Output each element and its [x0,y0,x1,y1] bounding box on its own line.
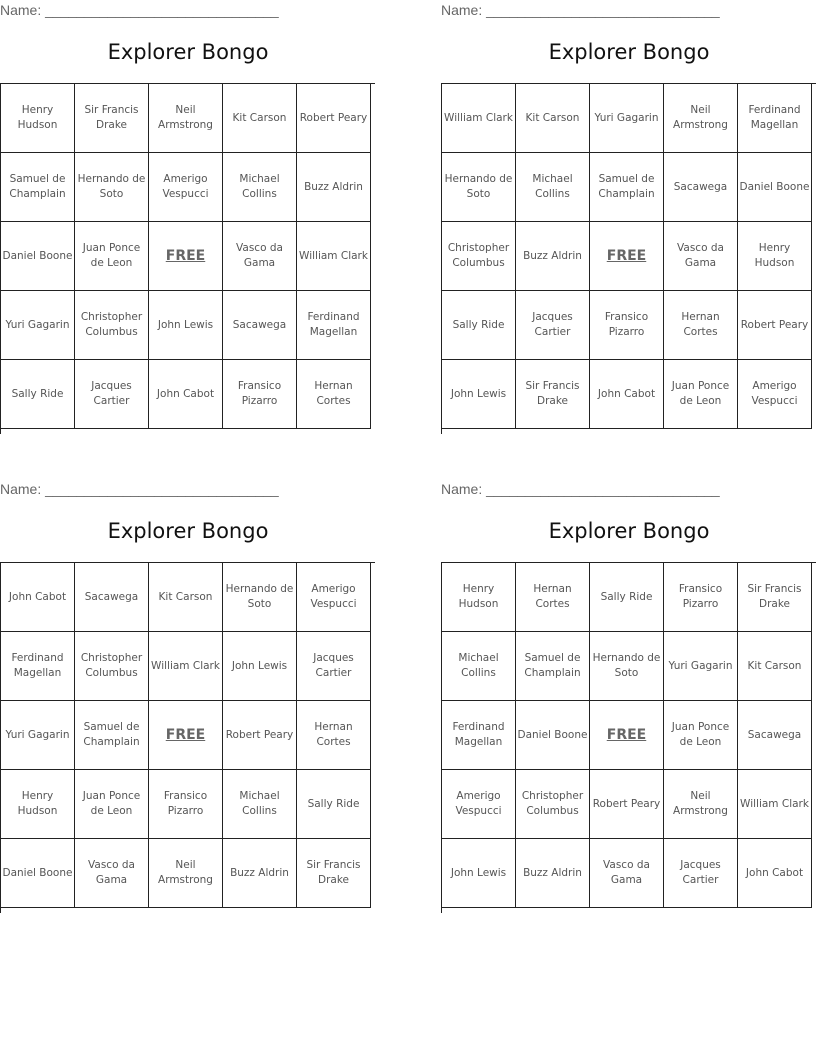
free-space: FREE [149,222,223,291]
bingo-cell: Daniel Boone [1,222,75,291]
bingo-grid [441,83,816,434]
bingo-card-2 [441,0,816,434]
bingo-cell: Fransico Pizarro [664,563,738,632]
bingo-cell: Ferdinand Magellan [442,701,516,770]
bingo-cell: Juan Ponce de Leon [75,222,149,291]
bingo-cell: Robert Peary [297,84,371,153]
bingo-cell: Samuel de Champlain [1,153,75,222]
bingo-cell: Robert Peary [738,291,812,360]
bingo-cell: Yuri Gagarin [590,84,664,153]
bingo-cell: William Clark [442,84,516,153]
bingo-cell: Juan Ponce de Leon [664,360,738,429]
bingo-cell: Sally Ride [590,563,664,632]
bingo-cell: Christopher Columbus [516,770,590,839]
bingo-cell: William Clark [297,222,371,291]
card-title: Explorer Bongo [548,40,710,64]
free-space: FREE [149,701,223,770]
name-line: Name: ______________________________ [0,481,279,497]
card-title: Explorer Bongo [107,40,269,64]
bingo-cell: Ferdinand Magellan [1,632,75,701]
bingo-cell: John Lewis [442,360,516,429]
bingo-cell: Kit Carson [149,563,223,632]
bingo-grid [0,562,375,913]
bingo-cell: Hernan Cortes [516,563,590,632]
bingo-cell: Sir Francis Drake [516,360,590,429]
bingo-cell: Michael Collins [516,153,590,222]
bingo-cell: Neil Armstrong [664,770,738,839]
bingo-cell: Fransico Pizarro [149,770,223,839]
bingo-cell: Kit Carson [516,84,590,153]
bingo-cell: Michael Collins [223,153,297,222]
bingo-cell: Vasco da Gama [590,839,664,908]
bingo-cell: Yuri Gagarin [1,291,75,360]
bingo-cell: Neil Armstrong [149,84,223,153]
bingo-cell: Michael Collins [442,632,516,701]
bingo-cell: Sir Francis Drake [297,839,371,908]
bingo-cell: Hernan Cortes [664,291,738,360]
bingo-cell: Sacawega [738,701,812,770]
bingo-grid [441,562,816,913]
bingo-card-4 [441,479,816,913]
bingo-cell: Vasco da Gama [75,839,149,908]
bingo-cell: John Cabot [590,360,664,429]
bingo-cell: Samuel de Champlain [590,153,664,222]
bingo-cell: John Lewis [223,632,297,701]
card-title: Explorer Bongo [548,519,710,543]
bingo-cell: Christopher Columbus [442,222,516,291]
bingo-cell: Hernan Cortes [297,360,371,429]
bingo-cell: Amerigo Vespucci [738,360,812,429]
bingo-card-3 [0,479,376,913]
bingo-cell: Jacques Cartier [297,632,371,701]
bingo-cell: Neil Armstrong [149,839,223,908]
bingo-cell: John Cabot [1,563,75,632]
bingo-cell: Hernando de Soto [590,632,664,701]
bingo-cell: Henry Hudson [442,563,516,632]
bingo-cell: Jacques Cartier [516,291,590,360]
bingo-cell: Kit Carson [223,84,297,153]
bingo-cell: Neil Armstrong [664,84,738,153]
bingo-cell: John Cabot [149,360,223,429]
bingo-cell: Sir Francis Drake [75,84,149,153]
bingo-cell: Hernan Cortes [297,701,371,770]
bingo-cell: Yuri Gagarin [664,632,738,701]
bingo-cell: Samuel de Champlain [516,632,590,701]
bingo-cell: Sacawega [664,153,738,222]
bingo-cell: Daniel Boone [516,701,590,770]
free-space: FREE [590,222,664,291]
bingo-cell: Michael Collins [223,770,297,839]
bingo-cell: John Lewis [442,839,516,908]
bingo-cell: Sir Francis Drake [738,563,812,632]
bingo-cell: Juan Ponce de Leon [664,701,738,770]
card-title: Explorer Bongo [107,519,269,543]
bingo-cell: Robert Peary [223,701,297,770]
bingo-cell: Sacawega [223,291,297,360]
bingo-cell: Christopher Columbus [75,632,149,701]
bingo-cell: Henry Hudson [1,770,75,839]
bingo-cell: William Clark [149,632,223,701]
bingo-card-1 [0,0,376,434]
name-line: Name: ______________________________ [0,2,279,18]
bingo-cell: Fransico Pizarro [223,360,297,429]
bingo-cell: Henry Hudson [738,222,812,291]
bingo-cell: Henry Hudson [1,84,75,153]
bingo-cell: Buzz Aldrin [297,153,371,222]
bingo-cell: Sally Ride [442,291,516,360]
bingo-grid [0,83,375,434]
bingo-cell: Juan Ponce de Leon [75,770,149,839]
bingo-cell: Fransico Pizarro [590,291,664,360]
name-line: Name: ______________________________ [441,481,720,497]
free-space: FREE [590,701,664,770]
bingo-cell: Amerigo Vespucci [442,770,516,839]
bingo-cell: William Clark [738,770,812,839]
bingo-cell: Daniel Boone [1,839,75,908]
bingo-cell: Buzz Aldrin [223,839,297,908]
bingo-cell: Amerigo Vespucci [149,153,223,222]
bingo-cell: Sacawega [75,563,149,632]
bingo-cell: Vasco da Gama [223,222,297,291]
bingo-cell: Hernando de Soto [442,153,516,222]
name-line: Name: ______________________________ [441,2,720,18]
bingo-cell: Christopher Columbus [75,291,149,360]
bingo-cell: Sally Ride [297,770,371,839]
bingo-cell: Vasco da Gama [664,222,738,291]
bingo-cell: Hernando de Soto [223,563,297,632]
bingo-cell: Yuri Gagarin [1,701,75,770]
bingo-cell: Robert Peary [590,770,664,839]
bingo-cell: Hernando de Soto [75,153,149,222]
bingo-cell: Jacques Cartier [75,360,149,429]
bingo-cell: Ferdinand Magellan [297,291,371,360]
bingo-cell: Daniel Boone [738,153,812,222]
bingo-cell: Ferdinand Magellan [738,84,812,153]
bingo-cell: John Lewis [149,291,223,360]
bingo-cell: Jacques Cartier [664,839,738,908]
bingo-cell: John Cabot [738,839,812,908]
bingo-cell: Kit Carson [738,632,812,701]
bingo-cell: Buzz Aldrin [516,222,590,291]
bingo-cell: Sally Ride [1,360,75,429]
bingo-cell: Samuel de Champlain [75,701,149,770]
bingo-cell: Amerigo Vespucci [297,563,371,632]
bingo-cell: Buzz Aldrin [516,839,590,908]
